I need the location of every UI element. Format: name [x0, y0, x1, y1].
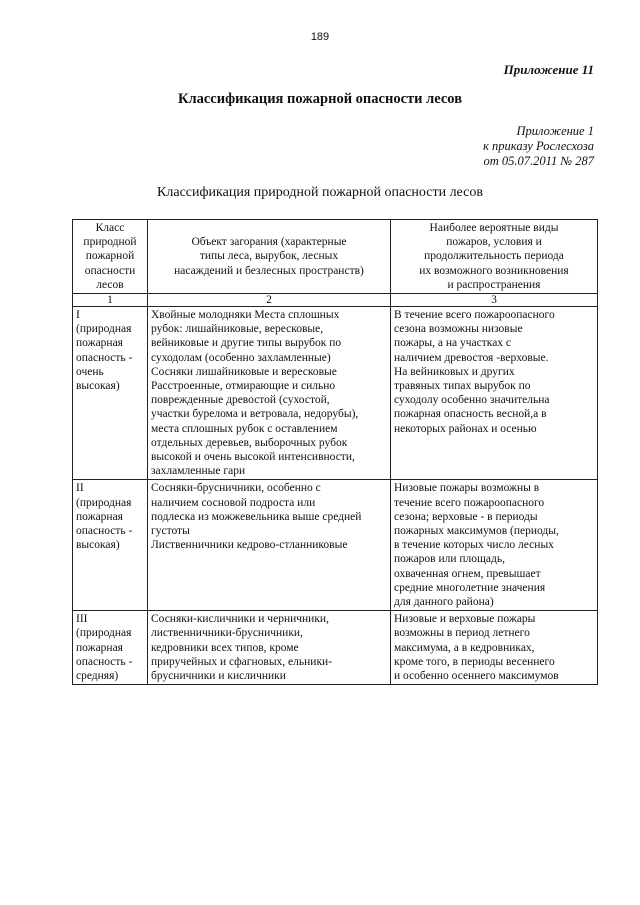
table-row: [73, 480, 598, 611]
header-fires: Наиболее вероятные виды пожаров, условия и продолжительность периода их возможного возникновения и распространения: [391, 220, 598, 294]
column-number-row: [73, 294, 598, 307]
appendix-label: Приложение 11: [503, 62, 594, 77]
table-title: Классификация природной пожарной опасности лесов: [157, 185, 483, 200]
table-row: [73, 611, 598, 685]
order-line-appendix: Приложение 1: [516, 124, 594, 138]
cell-fires: Низовые и верховые пожары возможны в период летнего максимума, а в кедровниках, кроме того, в периоды весеннего и особенно осеннего максимумов: [391, 611, 598, 685]
cell-class: III (природная пожарная опасность - средняя): [73, 611, 148, 685]
order-reference: [483, 124, 594, 169]
cell-objects: Сосняки-кисличники и черничники, лиственничники-брусничники, кедровники всех типов, кроме приручейных и сфагновых, ельники- брусничники и кисличники: [148, 611, 391, 685]
column-number: 1: [73, 294, 148, 307]
header-object: Объект загорания (характерные типы леса, вырубок, лесных насаждений и безлесных пространств): [148, 220, 391, 294]
fire-danger-table: [72, 219, 598, 685]
cell-class: II (природная пожарная опасность - высокая): [73, 480, 148, 611]
table-header-row: [73, 220, 598, 294]
main-title: Классификация пожарной опасности лесов: [177, 91, 463, 107]
cell-fires: В течение всего пожароопасного сезона возможны низовые пожары, а на участках с наличием древостоя -верховые. На вейниковых и других травяных типах вырубок по суходолу особенно значительна пожарная опасность весной,а в некоторых районах и осенью: [391, 307, 598, 480]
order-line-date: от 05.07.2011 № 287: [483, 154, 594, 168]
cell-objects: Сосняки-брусничники, особенно с наличием сосновой подроста или подлеска из можжевельника выше средней густоты Лиственничники кедрово-стланниковые: [148, 480, 391, 611]
column-number: 3: [391, 294, 598, 307]
cell-objects: Хвойные молодняки Места сплошных рубок: лишайниковые, вересковые, вейниковые и другие типы вырубок по суходолам (особенно захламленные) Сосняки лишайниковые и вересковые Расстроенные, отмирающие и сильно поврежденные древостой (сухостой, участки бурелома и ветровала, недорубы), места сплошных рубок с оставлением отдельных деревьев, выборочных рубок высокой и очень высокой интенсивности, захламленные гари: [148, 307, 391, 480]
cell-class: I (природная пожарная опасность - очень высокая): [73, 307, 148, 480]
page-number: 189: [310, 31, 330, 43]
order-line-decree: к приказу Рослесхоза: [483, 139, 594, 153]
column-number: 2: [148, 294, 391, 307]
table-row: [73, 307, 598, 480]
cell-fires: Низовые пожары возможны в течение всего пожароопасного сезона; верховые - в периоды пожарных максимумов (периоды, в течение которых число лесных пожаров или площадь, охваченная огнем, превышает средние многолетние значения для данного района): [391, 480, 598, 611]
header-class: Класс природной пожарной опасности лесов: [73, 220, 148, 294]
